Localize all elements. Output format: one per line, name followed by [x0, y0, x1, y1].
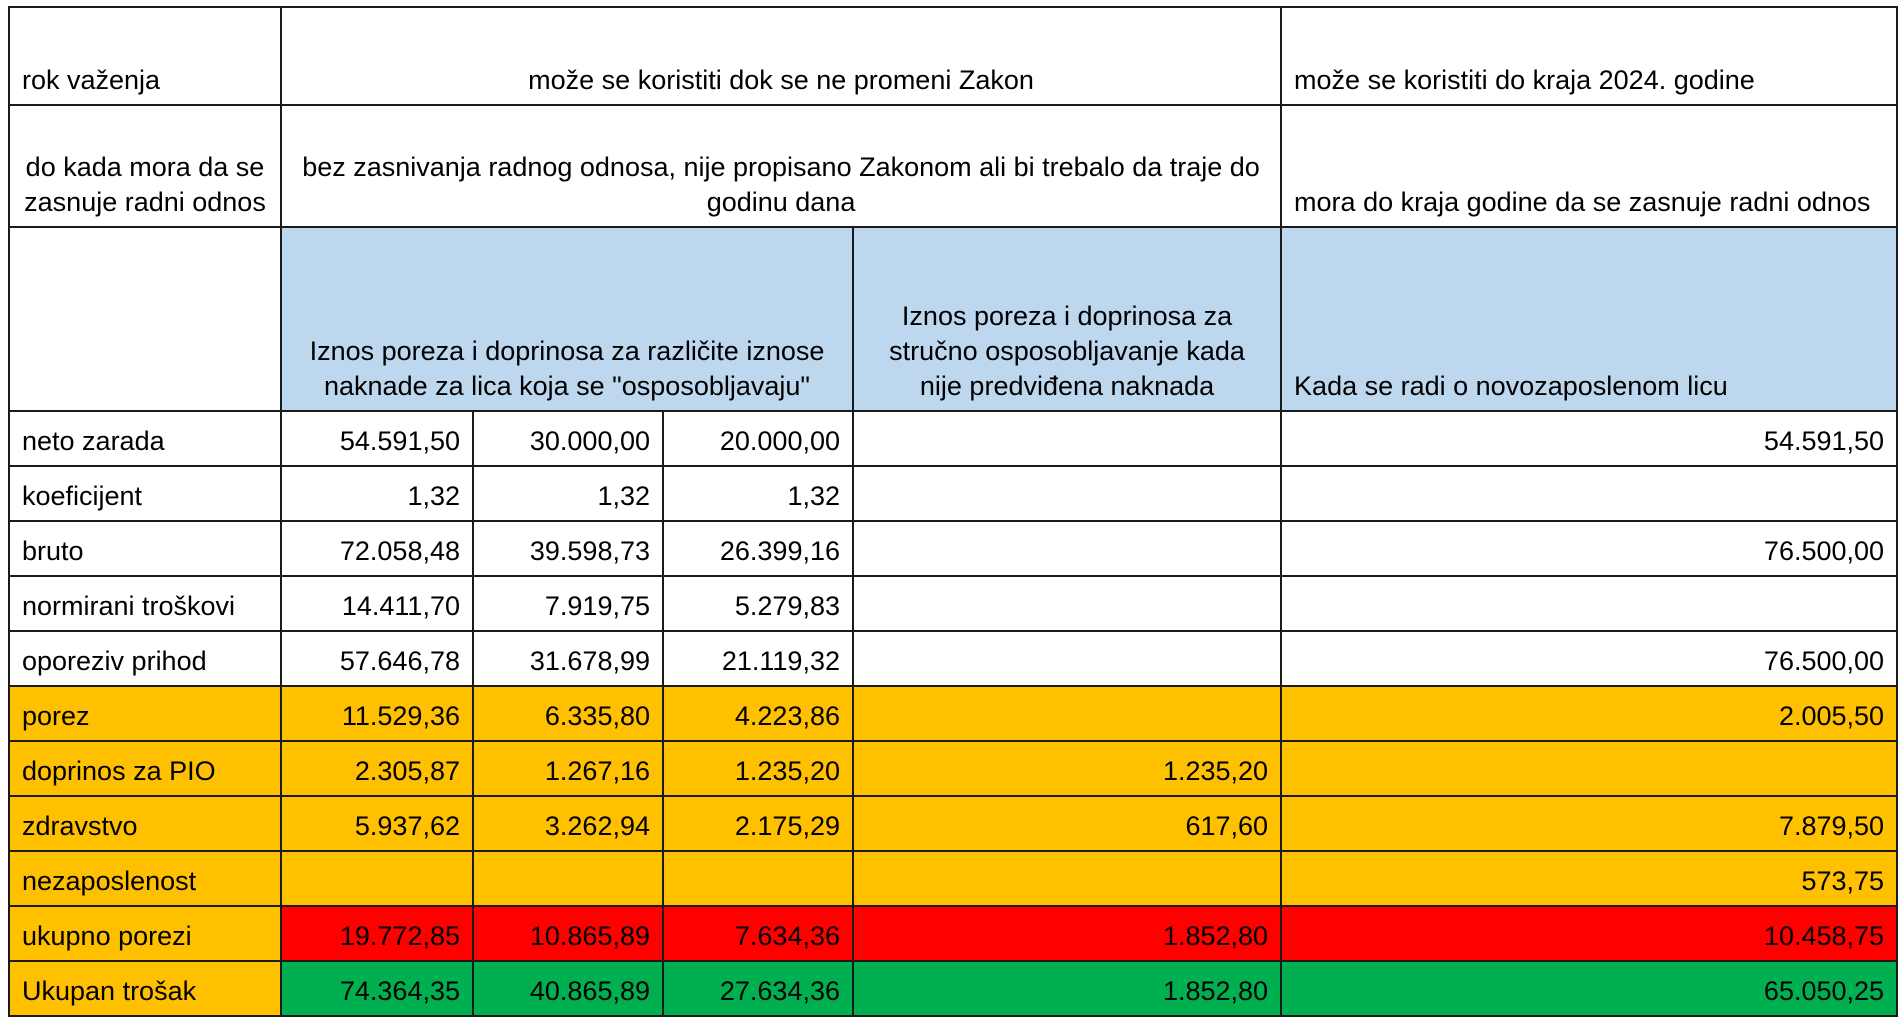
value-cell[interactable]: 31.678,99 [473, 631, 663, 686]
scenario-header-row [9, 227, 1897, 411]
row-label[interactable]: bruto [9, 521, 281, 576]
value-cell[interactable] [853, 576, 1281, 631]
row-label[interactable]: koeficijent [9, 466, 281, 521]
row-label[interactable]: Ukupan trošak [9, 961, 281, 1016]
validity-row-cell-2[interactable]: može se koristiti do kraja 2024. godine [1281, 7, 1897, 105]
value-cell[interactable]: 1.235,20 [853, 741, 1281, 796]
value-cell[interactable]: 617,60 [853, 796, 1281, 851]
value-cell[interactable]: 3.262,94 [473, 796, 663, 851]
value-cell[interactable]: 1.852,80 [853, 906, 1281, 961]
table-row [9, 411, 1897, 466]
value-cell[interactable]: 1,32 [473, 466, 663, 521]
value-cell[interactable]: 30.000,00 [473, 411, 663, 466]
value-cell[interactable] [853, 466, 1281, 521]
value-cell[interactable]: 11.529,36 [281, 686, 473, 741]
value-cell[interactable] [853, 686, 1281, 741]
value-cell[interactable] [853, 851, 1281, 906]
table-row [9, 906, 1897, 961]
validity-row-cell-1[interactable]: može se koristiti dok se ne promeni Zakon [281, 7, 1281, 105]
row-label[interactable]: ukupno porezi [9, 906, 281, 961]
table-body [9, 7, 1897, 1016]
value-cell[interactable]: 7.919,75 [473, 576, 663, 631]
employment-deadline-row-cell-2[interactable]: mora do kraja godine da se zasnuje radni odnos [1281, 105, 1897, 227]
table-row [9, 961, 1897, 1016]
employment-deadline-row-cell-0[interactable]: do kada mora da se zasnuje radni odnos [9, 105, 281, 227]
employment-deadline-row [9, 105, 1897, 227]
value-cell[interactable] [853, 631, 1281, 686]
row-label[interactable]: porez [9, 686, 281, 741]
value-cell[interactable]: 573,75 [1281, 851, 1897, 906]
value-cell[interactable] [281, 851, 473, 906]
value-cell[interactable] [853, 411, 1281, 466]
value-cell[interactable]: 14.411,70 [281, 576, 473, 631]
row-label[interactable]: oporeziv prihod [9, 631, 281, 686]
value-cell[interactable]: 1,32 [663, 466, 853, 521]
value-cell[interactable]: 54.591,50 [1281, 411, 1897, 466]
value-cell[interactable]: 7.634,36 [663, 906, 853, 961]
value-cell[interactable]: 1.267,16 [473, 741, 663, 796]
value-cell[interactable]: 2.305,87 [281, 741, 473, 796]
row-label[interactable]: neto zarada [9, 411, 281, 466]
value-cell[interactable]: 57.646,78 [281, 631, 473, 686]
value-cell[interactable]: 5.937,62 [281, 796, 473, 851]
value-cell[interactable] [853, 521, 1281, 576]
value-cell[interactable]: 7.879,50 [1281, 796, 1897, 851]
validity-row-cell-0[interactable]: rok važenja [9, 7, 281, 105]
value-cell[interactable]: 2.175,29 [663, 796, 853, 851]
value-cell[interactable]: 5.279,83 [663, 576, 853, 631]
table-row [9, 631, 1897, 686]
value-cell[interactable]: 2.005,50 [1281, 686, 1897, 741]
value-cell[interactable]: 54.591,50 [281, 411, 473, 466]
employment-deadline-row-cell-1[interactable]: bez zasnivanja radnog odnosa, nije propisano Zakonom ali bi trebalo da traje do godinu dana [281, 105, 1281, 227]
value-cell[interactable] [473, 851, 663, 906]
value-cell[interactable]: 76.500,00 [1281, 631, 1897, 686]
value-cell[interactable]: 1,32 [281, 466, 473, 521]
value-cell[interactable]: 39.598,73 [473, 521, 663, 576]
value-cell[interactable]: 1.852,80 [853, 961, 1281, 1016]
value-cell[interactable]: 4.223,86 [663, 686, 853, 741]
row-label[interactable]: zdravstvo [9, 796, 281, 851]
value-cell[interactable]: 20.000,00 [663, 411, 853, 466]
table-row [9, 851, 1897, 906]
value-cell[interactable]: 10.865,89 [473, 906, 663, 961]
table-row [9, 576, 1897, 631]
value-cell[interactable]: 1.235,20 [663, 741, 853, 796]
scenario-header-row-cell-3[interactable]: Kada se radi o novozaposlenom licu [1281, 227, 1897, 411]
value-cell[interactable]: 27.634,36 [663, 961, 853, 1016]
row-label[interactable]: doprinos za PIO [9, 741, 281, 796]
value-cell[interactable] [663, 851, 853, 906]
table-row [9, 741, 1897, 796]
table-row [9, 466, 1897, 521]
value-cell[interactable] [1281, 741, 1897, 796]
value-cell[interactable]: 76.500,00 [1281, 521, 1897, 576]
value-cell[interactable]: 10.458,75 [1281, 906, 1897, 961]
row-label[interactable]: nezaposlenost [9, 851, 281, 906]
table-row [9, 796, 1897, 851]
scenario-header-row-cell-1[interactable]: Iznos poreza i doprinosa za različite iznose naknade za lica koja se "osposobljavaju" [281, 227, 853, 411]
value-cell[interactable]: 65.050,25 [1281, 961, 1897, 1016]
validity-row [9, 7, 1897, 105]
value-cell[interactable] [1281, 576, 1897, 631]
value-cell[interactable]: 21.119,32 [663, 631, 853, 686]
table-row [9, 686, 1897, 741]
value-cell[interactable]: 19.772,85 [281, 906, 473, 961]
scenario-header-row-cell-0[interactable] [9, 227, 281, 411]
value-cell[interactable]: 26.399,16 [663, 521, 853, 576]
value-cell[interactable]: 74.364,35 [281, 961, 473, 1016]
tax-contributions-table [8, 6, 1898, 1017]
value-cell[interactable]: 40.865,89 [473, 961, 663, 1016]
value-cell[interactable]: 6.335,80 [473, 686, 663, 741]
value-cell[interactable]: 72.058,48 [281, 521, 473, 576]
value-cell[interactable] [1281, 466, 1897, 521]
scenario-header-row-cell-2[interactable]: Iznos poreza i doprinosa za stručno osposobljavanje kada nije predviđena naknada [853, 227, 1281, 411]
table-row [9, 521, 1897, 576]
row-label[interactable]: normirani troškovi [9, 576, 281, 631]
